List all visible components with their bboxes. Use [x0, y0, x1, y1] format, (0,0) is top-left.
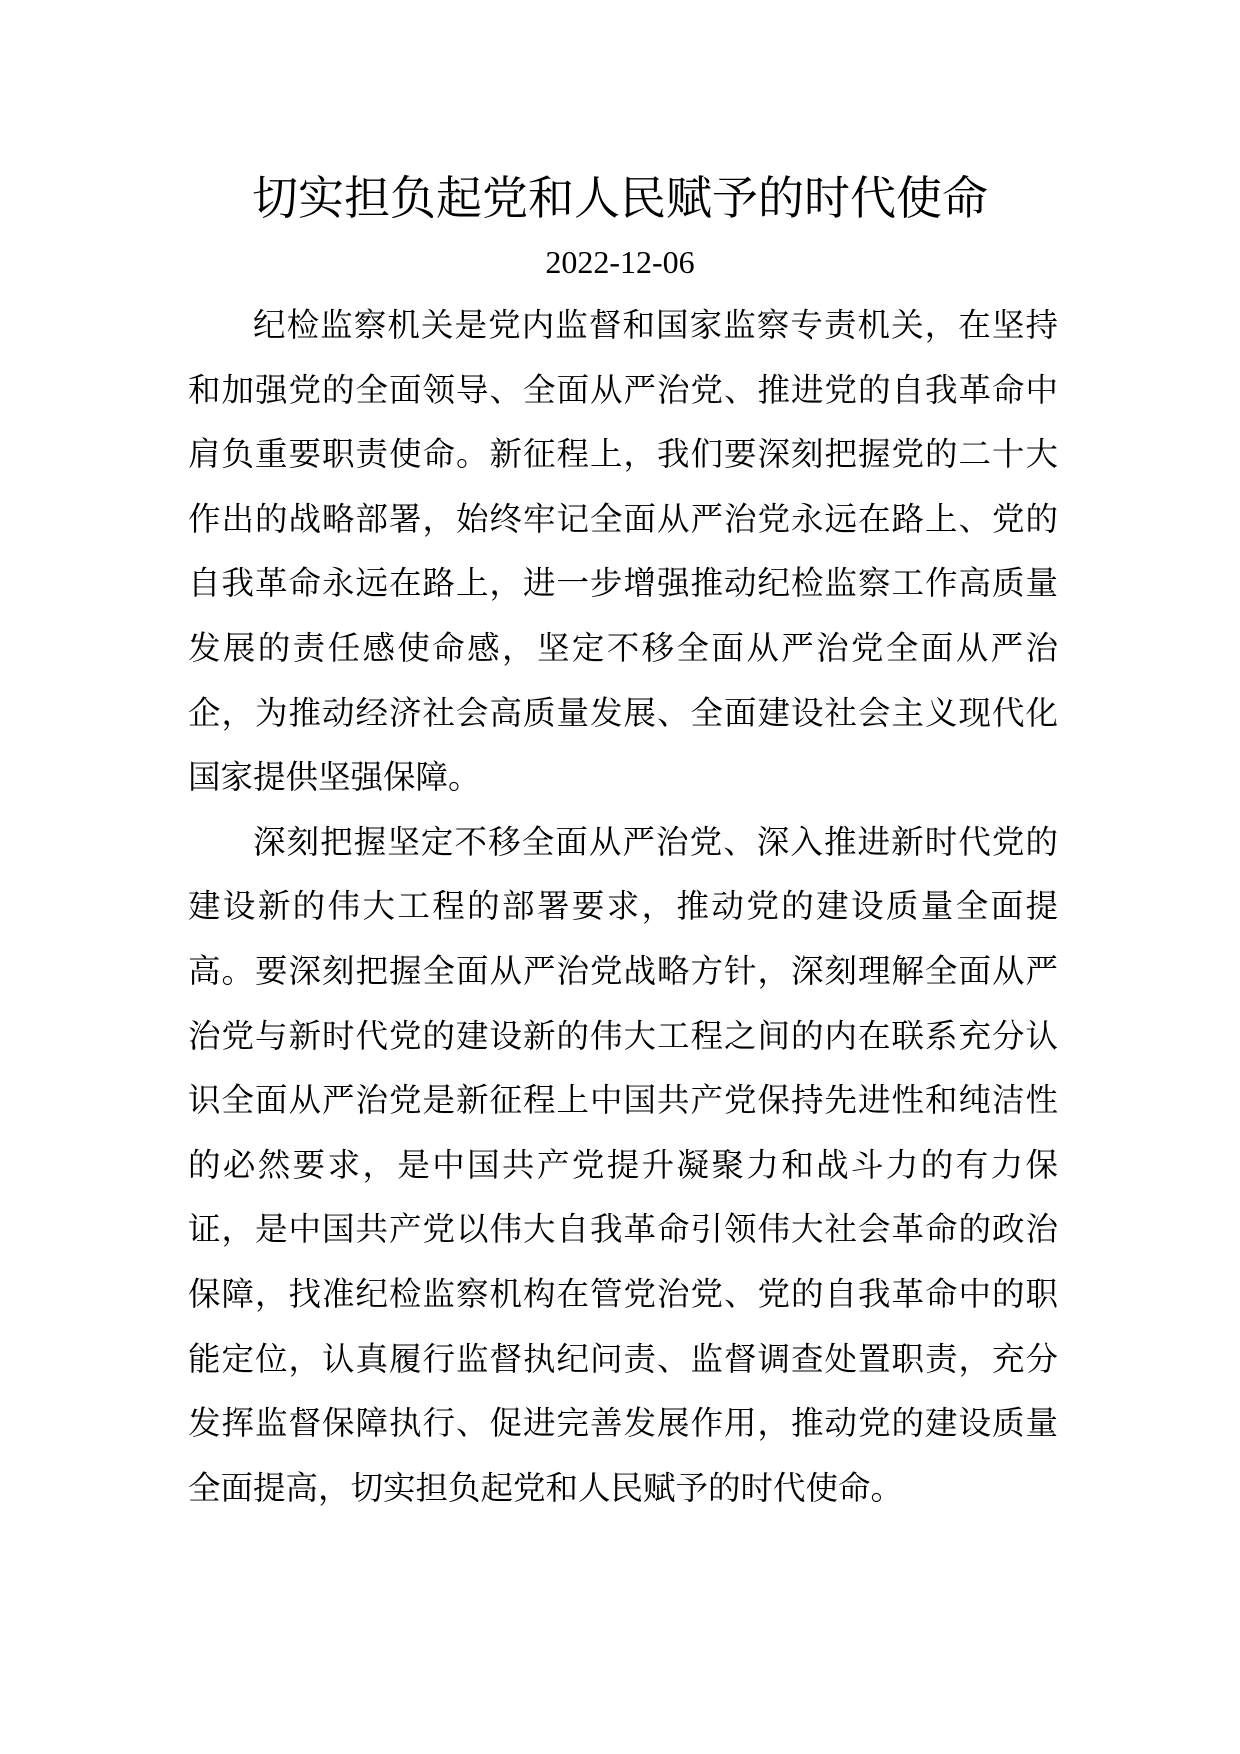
- document-date: 2022-12-06: [545, 244, 695, 280]
- paragraph: 纪检监察机关是党内监督和国家监察专责机关，在坚持和加强党的全面领导、全面从严治党、推进党的自我革命中肩负重要职责使命。新征程上，我们要深刻把握党的二十大作出的战略部署，始终牢记全面从严治党永远在路上、党的自我革命永远在路上，进一步增强推动纪检监察工作高质量发展的责任感使命感，坚定不移全面从严治党全面从严治企，为推动经济社会高质量发展、全面建设社会主义现代化国家提供坚强保障。: [188, 306, 1058, 797]
- document-body: [188, 293, 1058, 1520]
- document-title: 切实担负起党和人民赋予的时代使命: [252, 171, 988, 225]
- paragraph: 深刻把握坚定不移全面从严治党、深入推进新时代党的建设新的伟大工程的部署要求，推动党的建设质量全面提高。要深刻把握全面从严治党战略方针，深刻理解全面从严治党与新时代党的建设新的伟大工程之间的内在联系充分认识全面从严治党是新征程上中国共产党保持先进性和纯洁性的必然要求，是中国共产党提升凝聚力和战斗力的有力保证，是中国共产党以伟大自我革命引领伟大社会革命的政治保障，找准纪检监察机构在管党治党、党的自我革命中的职能定位，认真履行监督执纪问责、监督调查处置职责，充分发挥监督保障执行、促进完善发展作用，推动党的建设质量全面提高，切实担负起党和人民赋予的时代使命。: [188, 822, 1058, 1507]
